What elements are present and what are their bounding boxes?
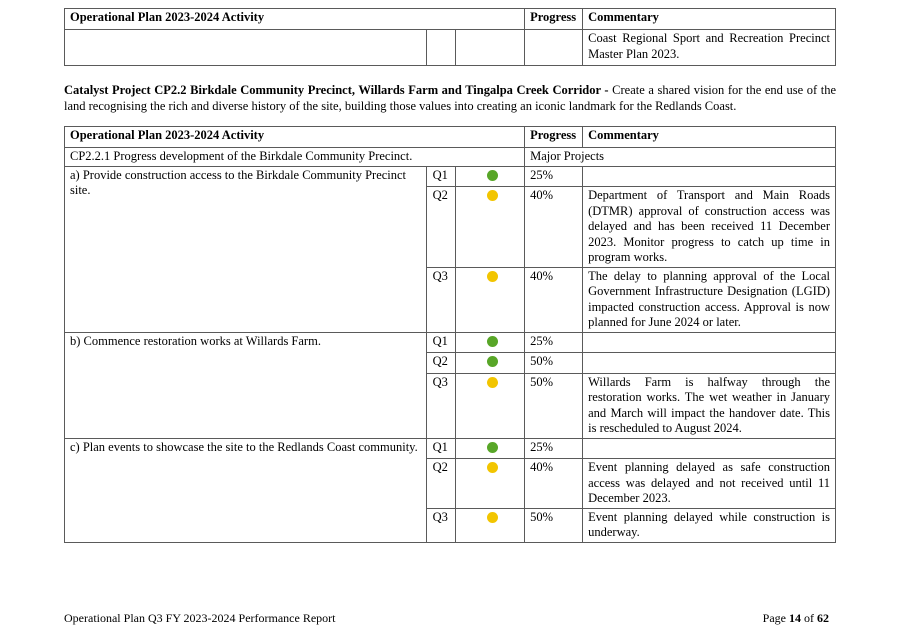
quarter-label: Q1	[426, 166, 455, 187]
commentary-text: Event planning delayed as safe construction access was delayed and not received until 11 December 2023.	[583, 459, 836, 509]
header-progress: Progress	[525, 9, 583, 30]
progress-value: 25%	[525, 166, 583, 187]
footer-report-title: Operational Plan Q3 FY 2023-2024 Performance Report	[64, 611, 336, 625]
catalyst-project-title: Catalyst Project CP2.2 Birkdale Community Precinct, Willards Farm and Tingalpa Creek Corridor -	[64, 83, 609, 97]
page-total: 62	[817, 611, 829, 625]
activity-cell	[65, 30, 427, 66]
status-cell	[455, 30, 524, 66]
status-cell	[455, 438, 524, 459]
progress-value: 50%	[525, 353, 583, 374]
status-cell	[455, 459, 524, 509]
status-yellow-dot-icon	[487, 377, 498, 388]
activity-label: c) Plan events to showcase the site to the Redlands Coast community.	[65, 438, 427, 542]
table-row	[65, 166, 836, 187]
progress-value: 50%	[525, 508, 583, 542]
progress-value: 40%	[525, 459, 583, 509]
quarter-label: Q3	[426, 508, 455, 542]
status-cell	[455, 332, 524, 353]
progress-value: 50%	[525, 373, 583, 438]
section-progress: Major Projects	[525, 148, 836, 167]
commentary-text: Department of Transport and Main Roads (DTMR) approval of construction access was delayed and has been received 11 December 2023. Monitor progress to catch up time in program works.	[583, 187, 836, 268]
section-label: CP2.2.1 Progress development of the Birkdale Community Precinct.	[65, 148, 525, 167]
status-yellow-dot-icon	[487, 190, 498, 201]
commentary-text: Event planning delayed while construction is underway.	[583, 508, 836, 542]
status-green-dot-icon	[487, 170, 498, 181]
commentary-text	[583, 353, 836, 374]
status-cell	[455, 267, 524, 332]
header-progress: Progress	[525, 127, 583, 148]
catalyst-project-description: Create a shared vision for the end use of the land recognising the rich and diverse history of the site, building those values into creating an iconic landmark for the Redlands Coast.	[64, 83, 837, 113]
activity-label: b) Commence restoration works at Willards Farm.	[65, 332, 427, 438]
status-green-dot-icon	[487, 442, 498, 453]
progress-value: 40%	[525, 187, 583, 268]
quarter-label: Q3	[426, 267, 455, 332]
header-activity: Operational Plan 2023-2024 Activity	[65, 127, 525, 148]
progress-cell	[525, 30, 583, 66]
quarter-label: Q2	[426, 353, 455, 374]
status-yellow-dot-icon	[487, 462, 498, 473]
progress-value: 40%	[525, 267, 583, 332]
page-prefix: Page	[762, 611, 789, 625]
footer-page-number	[763, 611, 829, 626]
header-activity: Operational Plan 2023-2024 Activity	[65, 9, 525, 30]
activity-table	[64, 126, 836, 543]
quarter-label: Q1	[426, 438, 455, 459]
quarter-label: Q3	[426, 373, 455, 438]
table-header-row	[65, 127, 836, 148]
quarter-label: Q2	[426, 459, 455, 509]
table-header-row	[65, 9, 836, 30]
commentary-text	[583, 166, 836, 187]
page-mid: of	[801, 611, 817, 625]
quarter-label: Q2	[426, 187, 455, 268]
catalyst-project-intro	[64, 82, 836, 114]
page-number: 14	[789, 611, 801, 625]
header-commentary: Commentary	[583, 127, 836, 148]
header-commentary: Commentary	[583, 9, 836, 30]
commentary-text	[583, 438, 836, 459]
progress-value: 25%	[525, 332, 583, 353]
status-cell	[455, 508, 524, 542]
status-green-dot-icon	[487, 356, 498, 367]
continued-activity-table	[64, 8, 836, 66]
commentary-text: Willards Farm is halfway through the restoration works. The wet weather in January and March will impact the handover date. This is rescheduled to August 2024.	[583, 373, 836, 438]
status-yellow-dot-icon	[487, 512, 498, 523]
progress-value: 25%	[525, 438, 583, 459]
table-row	[65, 438, 836, 459]
status-cell	[455, 353, 524, 374]
activity-label: a) Provide construction access to the Birkdale Community Precinct site.	[65, 166, 427, 332]
status-cell	[455, 373, 524, 438]
commentary-cell: Coast Regional Sport and Recreation Precinct Master Plan 2023.	[583, 30, 836, 66]
status-green-dot-icon	[487, 336, 498, 347]
commentary-text	[583, 332, 836, 353]
table-row	[65, 332, 836, 353]
table-row	[65, 30, 836, 66]
quarter-cell	[426, 30, 455, 66]
status-cell	[455, 187, 524, 268]
status-yellow-dot-icon	[487, 271, 498, 282]
section-row	[65, 148, 836, 167]
quarter-label: Q1	[426, 332, 455, 353]
status-cell	[455, 166, 524, 187]
commentary-text: The delay to planning approval of the Local Government Infrastructure Designation (LGID) impacted construction access. Approval is now planned for June 2024 or later.	[583, 267, 836, 332]
